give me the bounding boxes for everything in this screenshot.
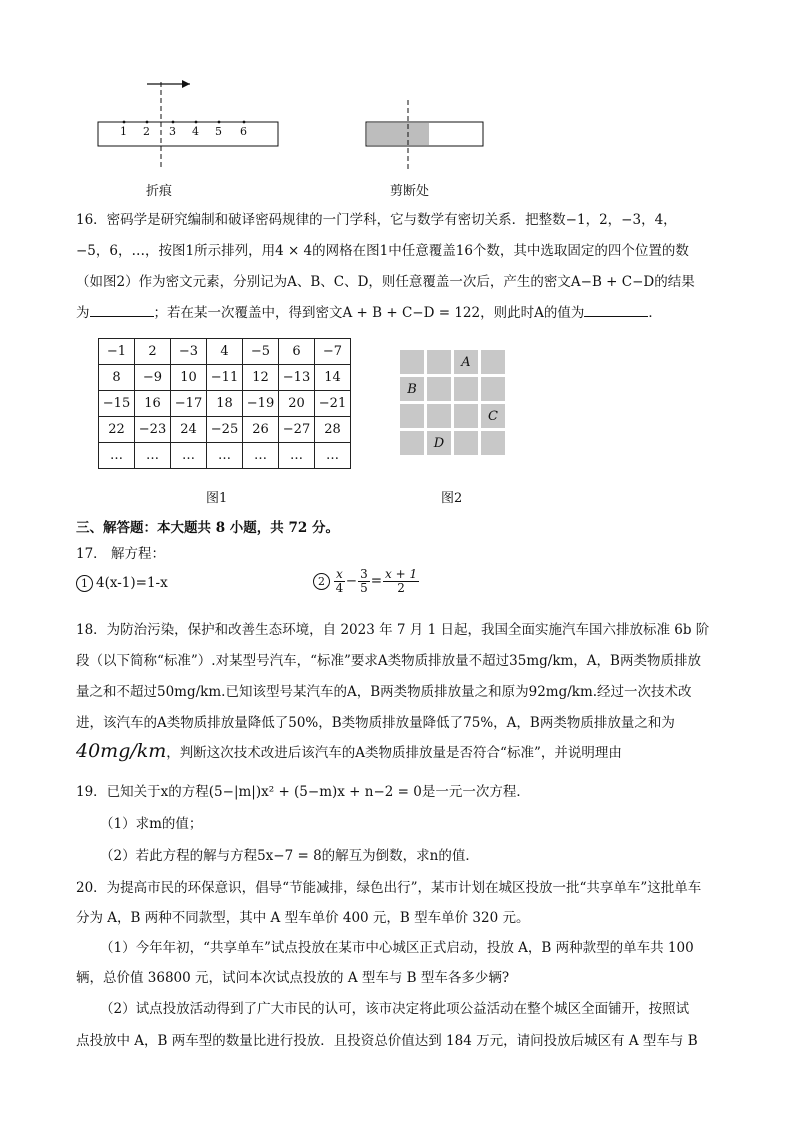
q17-eq1 xyxy=(76,575,168,592)
q19-line3: （2）若此方程的解与方程5x−7 = 8的解互为倒数，求n的值． xyxy=(100,848,479,864)
q19-line2: （1）求m的值； xyxy=(100,816,203,832)
strip-number: 6 xyxy=(240,125,247,138)
table-cell: 12 xyxy=(243,365,279,391)
answer-blank-1[interactable] xyxy=(90,304,154,317)
strip-number: 1 xyxy=(120,125,127,138)
cut-label: 剪断处 xyxy=(390,184,430,199)
q16-line4-mid: ；若在某一次覆盖中，得到密文A + B + C−D = 122，则此时A的值为 xyxy=(153,305,585,321)
answer-blank-2[interactable] xyxy=(584,304,648,317)
q17-eq2 xyxy=(313,568,420,595)
table-cell: … xyxy=(99,443,135,469)
table-cell: 28 xyxy=(315,417,351,443)
q20-line3: （1）今年年初，“共享单车”试点投放在某市中心城区正式启动，投放 A，B 两种款型的单车共 100 xyxy=(100,940,694,956)
table-cell: 26 xyxy=(243,417,279,443)
figure-1-table xyxy=(98,338,351,469)
cell-a: A xyxy=(453,349,479,375)
table-cell: … xyxy=(207,443,243,469)
q20-line5: （2）试点投放活动得到了广大市民的认可，该市决定将此项公益活动在整个城区全面铺开，按照试 xyxy=(100,1001,690,1017)
q16-line1: 16．密码学是研究编制和破译密码规律的一门学科，它与数学有密切关系．把整数−1，2，−3，4， xyxy=(76,212,677,228)
frac-den: 4 xyxy=(335,581,344,595)
q16-line4-pre: 为 xyxy=(76,305,90,321)
q18-line4: 进，该汽车的A类物质排放量降低了50%，B类物质排放量降低了75%，A，B两类物质排放量之和为 xyxy=(76,715,675,731)
table-cell: −13 xyxy=(279,365,315,391)
table-row xyxy=(99,365,351,391)
q16-line2: −5，6，…，按图1所示排列，用4 × 4的网格在图1中任意覆盖16个数，其中选取固定的四个位置的数 xyxy=(76,243,689,259)
strip-number: 5 xyxy=(215,125,222,138)
unit-large: 40mg/km xyxy=(76,740,167,762)
table-cell: 10 xyxy=(171,365,207,391)
table-row xyxy=(99,391,351,417)
figure-2-grid xyxy=(399,349,509,459)
frac-den: 5 xyxy=(360,581,368,595)
cell-b: B xyxy=(399,376,425,402)
table-cell: −3 xyxy=(171,339,207,365)
q18-line5 xyxy=(76,740,622,762)
q16-line4 xyxy=(76,301,662,321)
table-cell: −23 xyxy=(135,417,171,443)
table-cell: −19 xyxy=(243,391,279,417)
table-cell: 20 xyxy=(279,391,315,417)
table-cell: −7 xyxy=(315,339,351,365)
table-row xyxy=(99,443,351,469)
table-cell: −27 xyxy=(279,417,315,443)
q17-title: 17． 解方程： xyxy=(76,546,165,562)
table-cell: −15 xyxy=(99,391,135,417)
table-cell: … xyxy=(243,443,279,469)
table-cell: 4 xyxy=(207,339,243,365)
table-cell: 18 xyxy=(207,391,243,417)
q18-line2: 段（以下简称“标准”）.对某型号汽车，“标准”要求A类物质排放量不超过35mg/km，A，B两类物质排放 xyxy=(76,653,701,669)
table-cell: 22 xyxy=(99,417,135,443)
fig2-caption: 图2 xyxy=(441,491,463,506)
table-cell: … xyxy=(135,443,171,469)
section-3-heading: 三、解答题：本大题共 8 小题，共 72 分。 xyxy=(76,520,339,536)
table-cell: −5 xyxy=(243,339,279,365)
table-cell: … xyxy=(279,443,315,469)
table-row xyxy=(99,339,351,365)
table-cell: … xyxy=(171,443,207,469)
circle-1-marker: 1 xyxy=(76,575,93,592)
frac-num: x xyxy=(336,567,343,581)
table-cell: 8 xyxy=(99,365,135,391)
frac-num: x + 1 xyxy=(385,567,418,581)
strip-numbers xyxy=(90,70,290,170)
frac-den: 2 xyxy=(397,581,405,595)
table-cell: −21 xyxy=(315,391,351,417)
q20-line2: 分为 A，B 两种不同款型，其中 A 型车单价 400 元，B 型车单价 320 元。 xyxy=(76,910,530,926)
minus: − xyxy=(345,573,358,589)
cell-c: C xyxy=(480,403,506,429)
q18-line5-rest: ，判断这次技术改进后该汽车的A类物质排放量是否符合“标准”，并说明理由 xyxy=(166,745,622,761)
table-cell: 6 xyxy=(279,339,315,365)
table-cell: 24 xyxy=(171,417,207,443)
cell-d: D xyxy=(426,430,452,456)
table-cell: … xyxy=(315,443,351,469)
equals: = xyxy=(370,573,383,589)
q16-line4-end: ． xyxy=(648,305,662,321)
table-cell: −9 xyxy=(135,365,171,391)
table-cell: −25 xyxy=(207,417,243,443)
fig1-caption: 图1 xyxy=(206,491,228,506)
q20-line1: 20．为提高市民的环保意识，倡导“节能减排，绿色出行”，某市计划在城区投放一批“共享单车”这批单车 xyxy=(76,880,702,896)
q20-line6: 点投放中 A，B 两车型的数量比进行投放．且投资总价值达到 184 万元，请问投放后城区有 A 型车与 B xyxy=(76,1033,698,1049)
q19-line1: 19．已知关于x的方程(5−|m|)x² + (5−m)x + n−2 = 0是一元一次方程． xyxy=(76,784,530,800)
q18-line1: 18．为防治污染，保护和改善生态环境，自 2023 年 7 月 1 日起，我国全面实施汽车国六排放标准 6b 阶 xyxy=(76,622,710,638)
table-cell: −11 xyxy=(207,365,243,391)
q16-line3: （如图2）作为密文元素，分别记为A、B、C、D，则任意覆盖一次后，产生的密文A−B + C−D的结果 xyxy=(76,274,695,290)
table-cell: −17 xyxy=(171,391,207,417)
q18-line3: 量之和不超过50mg/km.已知该型号某汽车的A，B两类物质排放量之和原为92mg/km.经过一次技术改 xyxy=(76,684,692,700)
table-cell: −1 xyxy=(99,339,135,365)
table-row xyxy=(99,417,351,443)
strip-number: 4 xyxy=(192,125,199,138)
eq1-text: 4(x-1)=1-x xyxy=(96,575,168,591)
frac-num: 3 xyxy=(360,567,368,581)
circle-2-marker: 2 xyxy=(313,573,330,590)
strip-number: 2 xyxy=(143,125,150,138)
strip-number: 3 xyxy=(169,125,176,138)
table-cell: 14 xyxy=(315,365,351,391)
crease-label: 折痕 xyxy=(146,184,173,199)
table-cell: 2 xyxy=(135,339,171,365)
q20-line4: 辆，总价值 36800 元，试问本次试点投放的 A 型车与 B 型车各多少辆? xyxy=(76,970,510,986)
table-cell: 16 xyxy=(135,391,171,417)
